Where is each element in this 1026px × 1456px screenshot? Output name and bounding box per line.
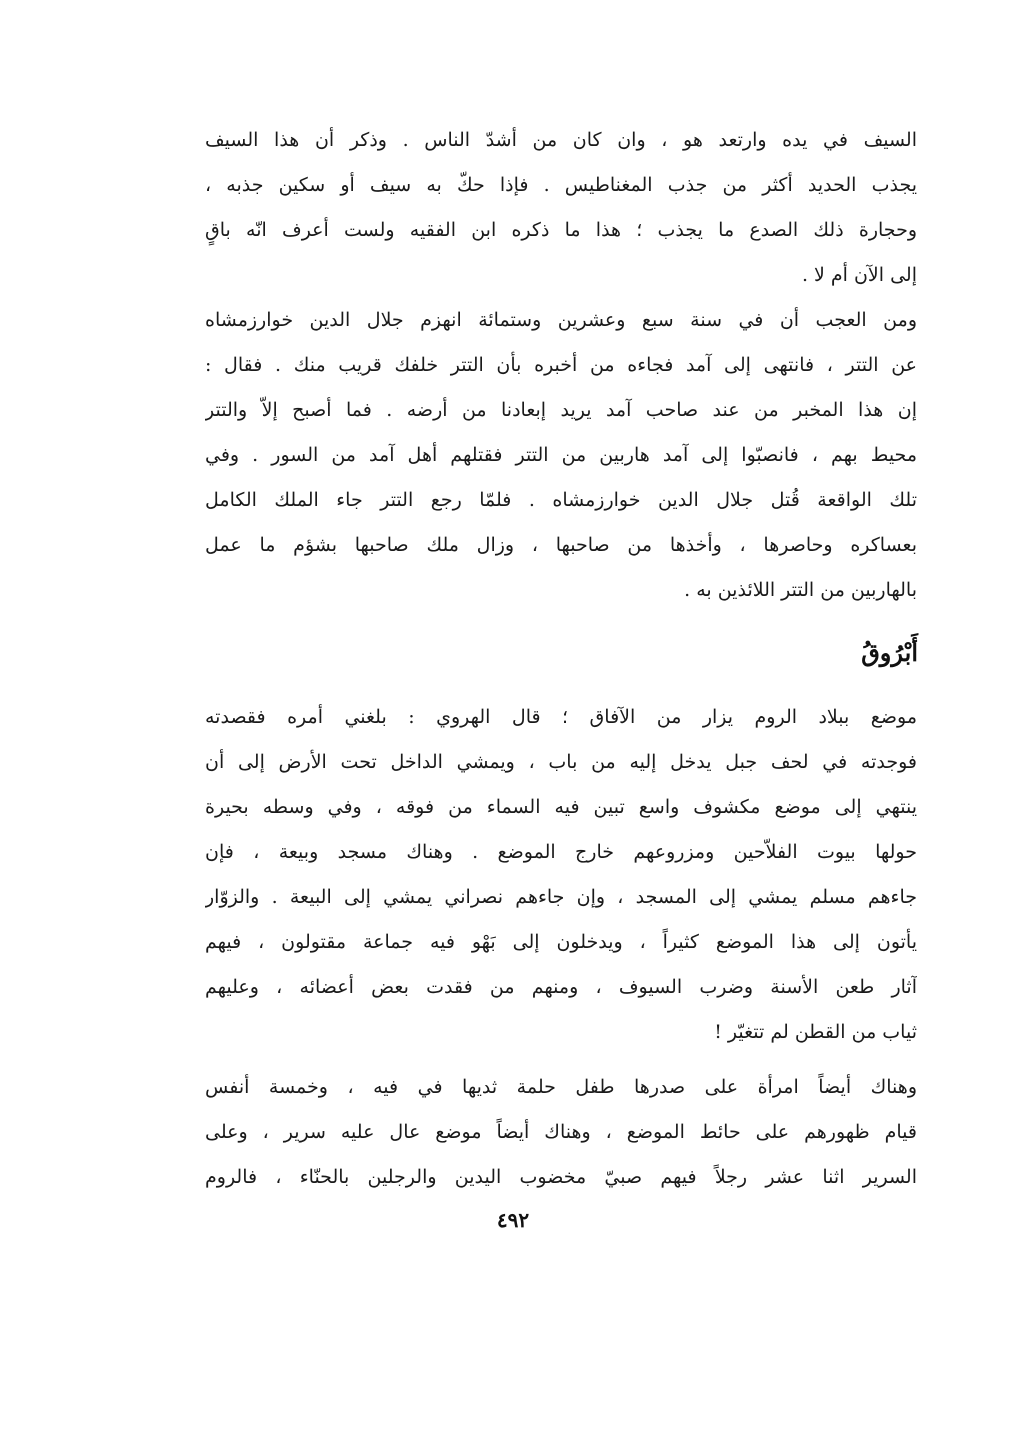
text-line: آثار طعن الأسنة وضرب السيوف ، ومنهم من فقدت بعض أعضائه ، وعليهم xyxy=(205,976,917,998)
text-line: حولها بيوت الفلاّحين ومزروعهم خارج الموضع . وهناك مسجد وبيعة ، فإن xyxy=(205,841,917,863)
paragraph-1 xyxy=(205,118,917,298)
paragraph-4 xyxy=(205,1065,917,1200)
entry-heading: أَبْرُوقُ xyxy=(861,638,918,667)
paragraph-2 xyxy=(205,298,917,613)
text-line: يأتون إلى هذا الموضع كثيراً ، ويدخلون إلى بَهْو فيه جماعة مقتولون ، فيهم xyxy=(205,931,917,953)
text-line: تلك الواقعة قُتل جلال الدين خوارزمشاه . فلمّا رجع التتر جاء الملك الكامل xyxy=(205,489,917,511)
page-number: ٤٩٢ xyxy=(496,1208,530,1232)
text-line: السرير اثنا عشر رجلاً فيهم صبيّ مخضوب اليدين والرجلين بالحنّاء ، فالروم xyxy=(205,1166,917,1188)
text-line: إلى الآن أم لا . xyxy=(801,264,917,286)
text-line: ثياب من القطن لم تتغيّر ! xyxy=(714,1021,917,1043)
text-line: بالهاربين من التتر اللائذين به . xyxy=(684,579,917,601)
text-line: عن التتر ، فانتهى إلى آمد فجاءه من أخبره بأن التتر خلفك قريب منك . فقال : xyxy=(205,354,917,376)
text-line: قيام ظهورهم على حائط الموضع ، وهناك أيضاً موضع عال عليه سرير ، وعلى xyxy=(205,1121,917,1143)
text-line: السيف في يده وارتعد هو ، وان كان من أشدّ الناس . وذكر أن هذا السيف xyxy=(205,129,917,151)
text-line: وحجارة ذلك الصدع ما يجذب ؛ هذا ما ذكره ابن الفقيه ولست أعرف انّه باقٍ xyxy=(205,219,917,241)
text-line: يجذب الحديد أكثر من جذب المغناطيس . فإذا حكّ به سيف أو سكين جذبه ، xyxy=(205,174,917,196)
text-line: فوجدته في لحف جبل يدخل إليه من باب ، ويمشي الداخل تحت الأرض إلى أن xyxy=(205,751,917,773)
text-line: ينتهي إلى موضع مكشوف واسع تبين فيه السماء من فوقه ، وفي وسطه بحيرة xyxy=(205,796,917,818)
paragraph-3 xyxy=(205,695,917,1055)
text-line: موضع ببلاد الروم يزار من الآفاق ؛ قال الهروي : بلغني أمره فقصدته xyxy=(205,706,917,728)
text-line: جاءهم مسلم يمشي إلى المسجد ، وإن جاءهم نصراني يمشي إلى البيعة . والزوّار xyxy=(205,886,917,908)
text-line: وهناك أيضاً امرأة على صدرها طفل حلمة ثديها في فيه ، وخمسة أنفس xyxy=(205,1076,917,1098)
text-line: ومن العجب أن في سنة سبع وعشرين وستمائة انهزم جلال الدين خوارزمشاه xyxy=(205,309,917,331)
text-line: محيط بهم ، فانصبّوا إلى آمد هاربين من التتر فقتلهم أهل آمد من السور . وفي xyxy=(205,444,917,466)
text-line: إن هذا المخبر من عند صاحب آمد يريد إبعادنا من أرضه . فما أصبح إلاّ والتتر xyxy=(205,399,917,421)
text-line: بعساكره وحاصرها ، وأخذها من صاحبها ، وزال ملك صاحبها بشؤم ما عمل xyxy=(205,534,917,556)
